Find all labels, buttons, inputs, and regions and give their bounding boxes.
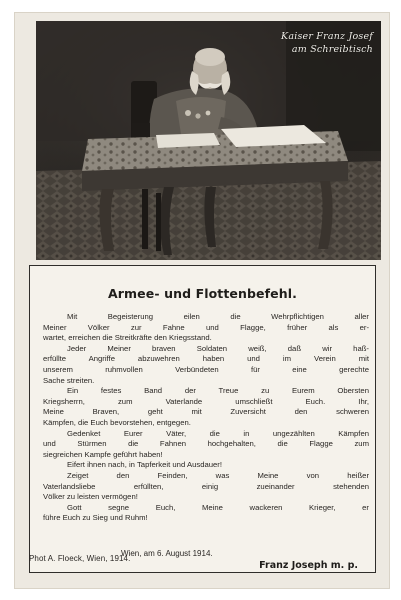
photograph-image — [36, 21, 381, 260]
order-date: Wien, am 6. August 1914. — [121, 549, 213, 558]
army-order-frame — [29, 265, 376, 573]
paragraph-line: Sache streiten. — [43, 375, 95, 385]
paragraph-line: Gott segne Euch, Meine wackeren Krieger, er — [67, 502, 369, 512]
paragraph-6 — [43, 471, 369, 503]
paragraph-line: Kriegsherrn, zum Vaterlande umschließt Euch. Ihr, — [43, 396, 369, 406]
paragraph-line: Eifert ihnen nach, in Tapferkeit und Ausdauer! — [67, 460, 222, 470]
photograph-emperor-at-desk — [36, 21, 381, 260]
photo-caption — [243, 30, 373, 56]
paragraph-line: siegreichen Kampfe geführt haben! — [43, 449, 163, 459]
paragraph-line: und Stürmen die Fahnen hochgehalten, die Flagge zum — [43, 439, 369, 449]
paragraph-line: führe Euch zu Sieg und Ruhm! — [43, 513, 148, 523]
paragraph-line: wartet, erreichen die Streitkräfte den Kriegsstand. — [43, 333, 212, 343]
paragraph-5 — [43, 460, 369, 471]
paragraph-line: Meine Braven, geht mit Zuversicht den schweren — [43, 407, 369, 417]
paragraph-4 — [43, 429, 369, 461]
paragraph-line: Zeiget den Feinden, was Meine von heißer — [67, 470, 369, 480]
paragraph-line: Kämpfen, die Euch bevorstehen, entgegen. — [43, 417, 191, 427]
photo-credit: Phot A. Floeck, Wien, 1914. — [29, 554, 131, 563]
paragraph-line: Völker zu leisten vermögen! — [43, 492, 138, 502]
paragraph-line: erfüllte Angriffe abzuwehren haben und im Verein mit — [43, 354, 369, 364]
paragraph-line: unserem ruhmvollen Verbündeten für eine gerechte — [43, 364, 369, 374]
order-body — [43, 312, 369, 524]
paragraph-line: Jeder Meiner braven Soldaten weiß, daß wir haß- — [67, 343, 369, 353]
paragraph-2 — [43, 344, 369, 386]
paragraph-1 — [43, 312, 369, 344]
paragraph-line: Ein festes Band der Treue zu Eurem Obersten — [67, 386, 369, 396]
signature: Franz Joseph m. p. — [259, 560, 358, 571]
caption-line-1: Kaiser Franz Josef — [281, 31, 373, 42]
paragraph-line: Vaterlandsliebe erfüllten, einig zueinander stehenden — [43, 481, 369, 491]
paragraph-line: Meiner Völker zur Fahne und Flagge, früher als er- — [43, 322, 369, 332]
paragraph-line: Mit Begeisterung eilen die Wehrpflichtigen aller — [67, 312, 369, 321]
caption-line-2: am Schreibtisch — [291, 44, 373, 55]
order-title: Armee- und Flottenbefehl. — [108, 286, 297, 301]
paragraph-7 — [43, 503, 369, 524]
paragraph-3 — [43, 386, 369, 428]
postcard — [15, 13, 389, 588]
paragraph-line: Gedenket Eurer Väter, die in ungezählten Kämpfen — [67, 428, 369, 438]
